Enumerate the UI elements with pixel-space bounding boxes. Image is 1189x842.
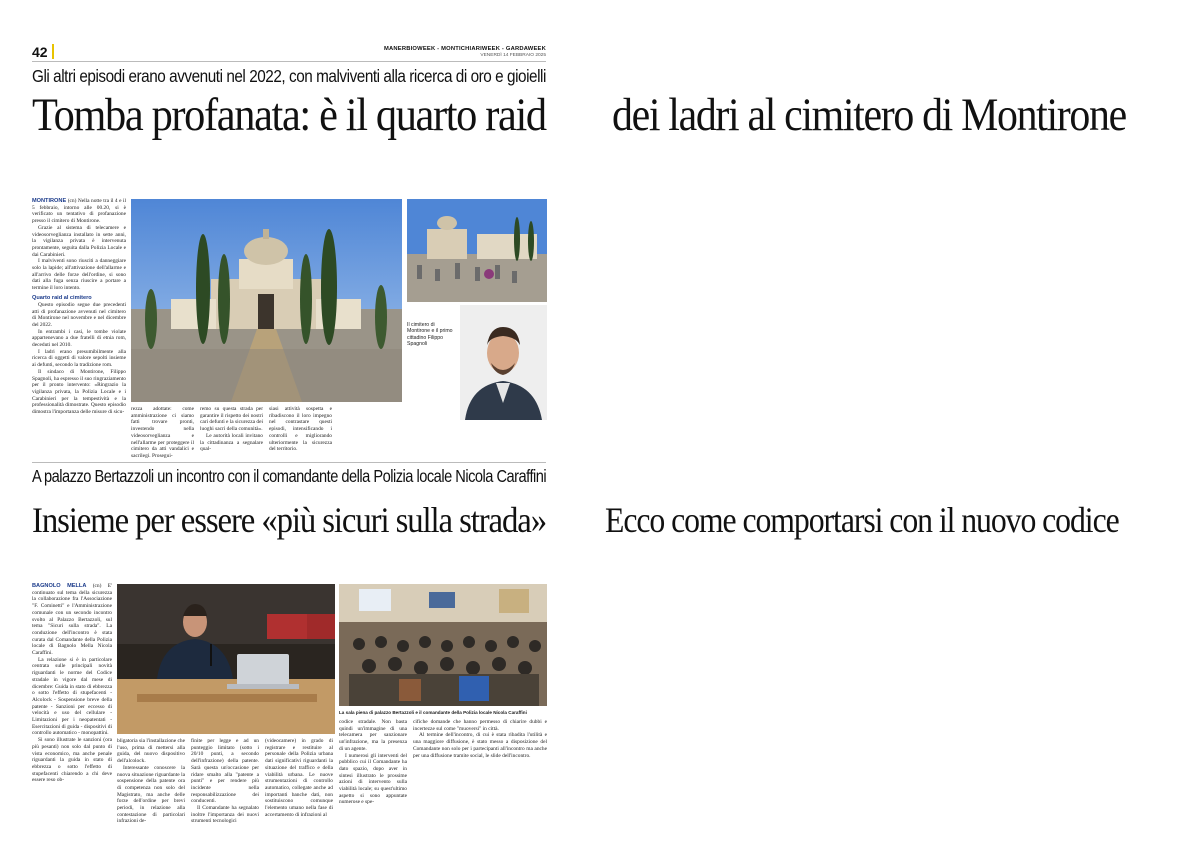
article1-paragraph: remo su questa strada per garantire il rispetto dei nostri cari defunti e la sicurezza dei luoghi sacri della comunità». [200,406,264,433]
article1-headline-line1: Tomba profanata: è il quarto raid [32,89,546,141]
article2-headline [32,502,1187,539]
article1-caption: Il cimitero di Montirone e il primo cittadino Filippo Spagnoli [407,322,453,347]
article1-paragraph: I ladri erano presumibilmente alla ricerca di oggetti di valore sepolti insieme ai defunti, secondo la tradizione rom. [32,348,126,369]
article1-paragraph: I malviventi sono riusciti a danneggiare solo la lapide; all'attivazione dell'allarme e all'arrivo delle forze dell'ordine, si sono dati alla fuga senza riuscire a portare a termine il loro intento. [32,258,126,292]
article2-headline-line2: Ecco come comportarsi con il nuovo codice [604,500,1119,540]
article2-paragraph: Si sono illustrate le sanzioni (ora più pesanti) non solo dal punto di vista economico, ma anche penale riguardanti la guida in stato di ebbrezza o sotto l'effetto di stupefacenti chiarendo a chi deve essere reso ob- [32,737,112,784]
article2-headline-line1: Insieme per essere «più sicuri sulla strada» [32,500,547,540]
article2-column-4: (videocamere) in grado di registrare e restituire al personale della Polizia urbana dati significativi riguardanti la situazione del traffico e della viabilità urbana. Le nuove strumentazioni di controllo automatico, collegate anche ad importanti banche dati, non sostituiscono comunque l'elemento umano nella fase di accertamento di infrazioni al [265,738,333,818]
page-number-bar [52,44,54,59]
article1-dateline: MONTIRONE [32,198,67,204]
article2-column-5 [339,719,407,835]
article1-column-1 [32,198,126,460]
issue-date: VENERDÌ 14 FEBBRAIO 2025 [480,53,546,58]
article1-subhead: Quarto raid al cimitero [32,294,92,301]
article2-column-1 [32,583,112,835]
article1-paragraph: Le autorità locali invitano la cittadinanza a segnalare qual- [200,432,263,453]
article2-paragraph: La relazione si è in particolare centrata sulle principali novità riguardanti le norme del Codice stradale in vigore dal mese di dicembre: Guida in stato di ebbrezza o sotto l'effetto di stupefacenti - Alcolock - Sospensione breve della patente - Sanzioni per eccesso di velocità e uso del cellulare - Limitazioni per i neopatentati - Esercitazioni di guida - dispositivi di controllo automatico - monopattini. [32,656,112,737]
article2-paragraph: finite per legge e ad un punteggio limitato (sotto i 20/10 punti, a secondo dell'infrazione) della patente. Sarà questa un'occasione per ridare smalto alla "patente a punti" e per rendere più incidente nella responsabilizzazione dei conducenti. [191,738,259,805]
article1-kicker: Gli altri episodi erano avvenuti nel 2022, con malviventi alla ricerca di oro e gioielli [32,66,546,86]
article2-dateline: BAGNOLO MELLA [32,583,87,589]
article2-column-6 [413,719,547,835]
article2-paragraph: Al termine dell'incontro, di cui è stata ribadita l'utilità e una maggiore diffusione, è stato messo a disposizione del Comandante non solo per i partecipanti all'incontro ma anche per una diffusione tramite social, le slide dell'incontro. [413,732,547,759]
article2-column-2 [117,738,185,835]
article1-paragraph: Il sindaco di Montirone, Filippo Spagnoli, ha espresso il suo ringraziamento per il pronto intervento: «Ringrazio la vigilanza privata, la Polizia Locale e i Carabinieri per la tempestività e la professionalità dimostrate. Questo episodio dimostra l'importanza delle misure di sicu- [32,368,126,416]
section-divider [32,462,546,463]
article2-caption: La sala piena di palazzo Bertazzoli e il comandante della Polizia locale Nicola Caraffini [339,710,527,715]
article2-paragraph: bligatoria sia l'installazione che l'uso, prima di mettersi alla guida, del nuovo dispositivo dell'alcolock. [117,738,185,765]
article2-paragraph: cifiche domande che hanno permesso di chiarire dubbi e incertezze sul come "muoversi" in città. [413,719,547,732]
cemetery-photo [131,199,402,402]
article2-kicker: A palazzo Bertazzoli un incontro con il comandante della Polizia locale Nicola Caraffini [32,466,547,486]
article1-column-3 [200,406,263,456]
article2-paragraph: Il Comandante ha segnalato inoltre l'importanza dei nuovi strumenti tecnologici [191,805,259,825]
article1-paragraph: Questo episodio segue due precedenti atti di profanazione avvenuti nel cimitero di Montirone nel novembre e nel dicembre del 2022. [32,301,126,328]
page-number: 42 [32,44,48,60]
article2-paragraph: I numerosi gli interventi del pubblico cui il Comandante ha dato spazio, dopo aver in sintesi illustrato le prossime azioni di intervento sulla viabilità locale; su quest'ultimo aspetto si sono appuntate numerose e spe- [339,752,407,806]
masthead: MANERBIOWEEK - MONTICHIARIWEEK - GARDAWEEK [383,46,546,52]
article2-paragraph: Interessante conoscere la nuova situazione riguardante la sospensione della patente ora di competenza non solo del Magistrato, ma anche delle forze dell'ordine per brevi periodi, in relazione alla contestazione di particolari infrazioni de- [117,764,185,825]
mayor-portrait [460,305,547,420]
article1-column-2: rezza adottate: come amministrazione ci siamo fatti trovare pronti, investendo nella videosorveglianza e nell'allarme per proteggere il cimitero da atti vandalici e sacrilegi. Prosegui- [131,406,194,459]
cemetery-side-photo [407,199,547,302]
article1-paragraph: In entrambi i casi, le tombe violate appartenevano a due fratelli di etnia rom, deceduti nel 2010. [32,328,126,349]
article2-column-3 [191,738,259,835]
article1-lead: (cn) Nella notte tra il 4 e il 5 febbraio, intorno alle 00.20, si è verificato un tentativo di profanazione presso il cimitero di Montirone. [32,198,126,225]
commander-photo [117,584,335,734]
header-rule [32,61,546,62]
article1-column-4: siasi attività sospetta e ribadiscono il loro impegno nel contrastare questi episodi, intensificando i controlli e migliorando ulteriormente la sicurezza del territorio. [269,406,332,453]
article1-headline-line2: dei ladri al cimitero di Montirone [611,89,1126,141]
article2-paragraph: codice stradale. Non basta quindi un'immagine di una telecamera per sanzionare un'infrazione, ma la presenza di un agente. [339,719,407,752]
article2-lead: (cn) E' continuato sul tema della sicurezza la collaborazione fra l'Associazione "F. Cominetti" e l'Amministrazione comunale con un secondo incontro svolto al Palazzo Bertazzoli, sul tema "Sicuri sulla strada". La conduzione dell'incontro è stata curata dal Comandante della Polizia locale di Bagnolo Mella Nicola Caraffini. [32,583,112,657]
article1-paragraph: Grazie al sistema di telecamere e videosorveglianza installato in sette anni, la vigilanza privata è intervenuta prontamente, seguita dalla Polizia Locale e dai Carabinieri. [32,224,126,258]
article1-headline [32,89,1126,141]
audience-photo [339,584,547,706]
